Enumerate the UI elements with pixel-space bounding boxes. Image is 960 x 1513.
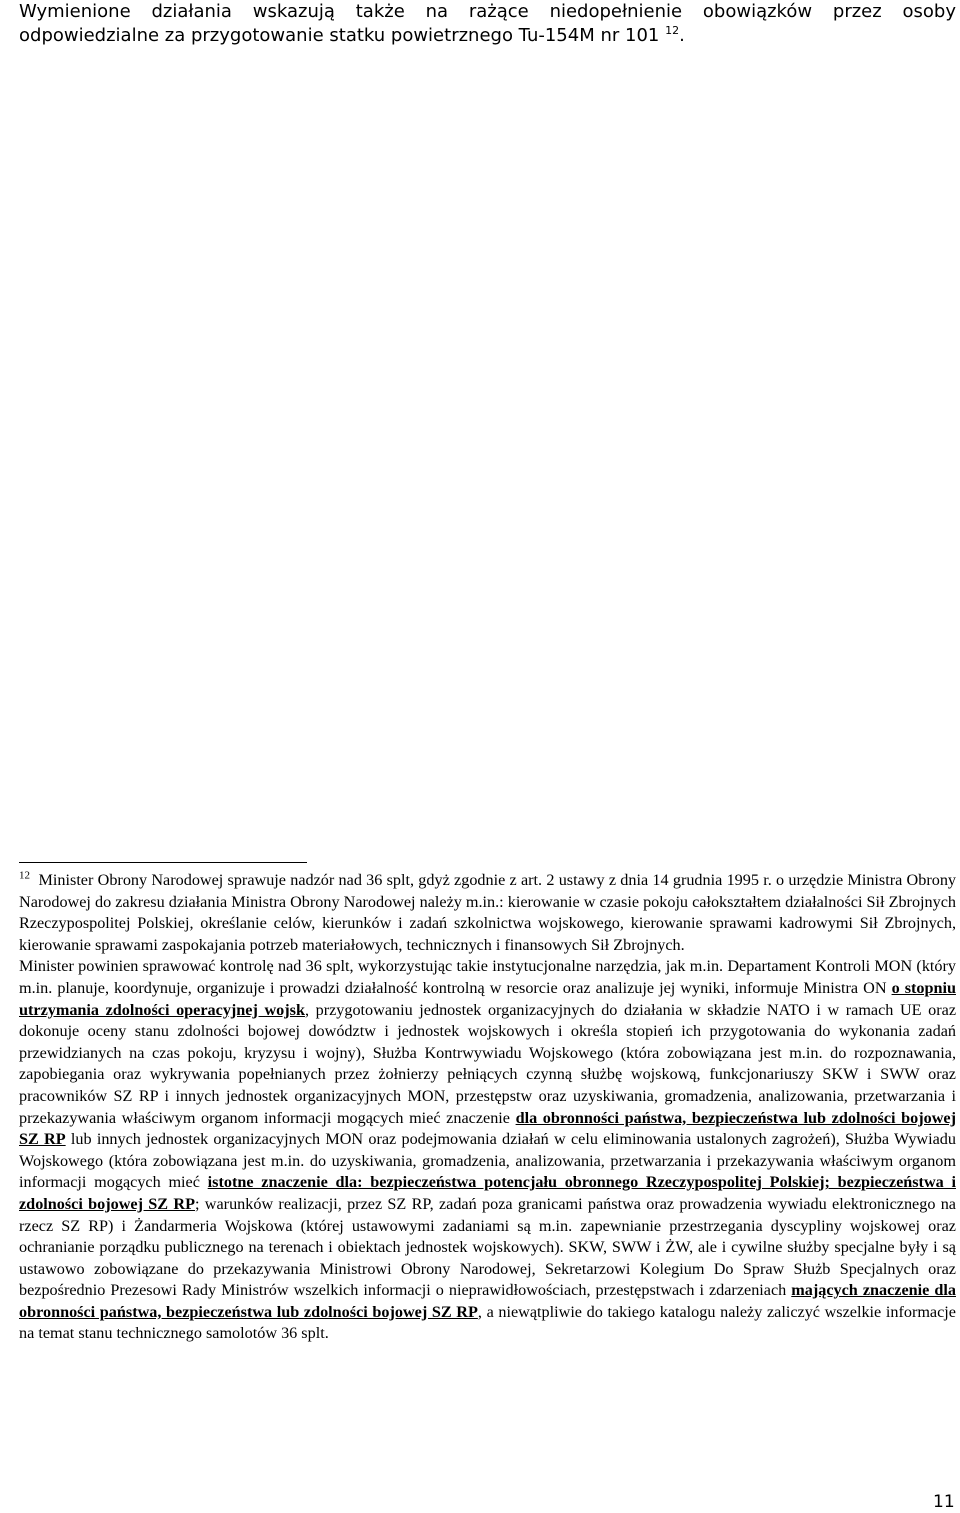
footnote-text-2d: ; warunków realizacji, przez SZ RP, zadań poza granicami państwa oraz prowadzenia wywiadu elektronicznego na rzecz SZ RP) i Żandarmeria Wojskowa (której ustawowymi zadaniami są m.in. zapewnianie przestrzegania dyscypliny wojskowej oraz ochranianie porządku publicznego na terenach i obiektach jednostek wojskowych). SKW, SWW i ŻW, ale i cywilne służby specjalne były i są ustawowo zobowiązane do przekazywania Ministrowi Obrony Narodowej, Sekretarzowi Kolegium Do Spraw Służb Specjalnych oraz bezpośrednio Prezesowi Rady Ministrów wszelkich informacji o nieprawidłowościach, przestępstwach i zdarzeniach (19, 1194, 956, 1300)
underlined-phrase-1: o stopniu utrzymania zdolności operacyjnej wojsk (19, 978, 956, 1019)
footnote-reference[interactable]: 12 (665, 24, 680, 37)
intro-text: Wymienione działania wskazują także na rażące niedopełnienie obowiązków przez osoby odpowiedzialne za przygotowanie statku powietrznego Tu-154M nr 101 (19, 1, 956, 46)
intro-end: . (679, 25, 685, 46)
footnote-text-2a: Minister powinien sprawować kontrolę nad 36 splt, wykorzystując takie instytucjonalne narzędzia, jak m.in. Departament Kontroli MON (który m.in. planuje, koordynuje, organizuje i prowadzi działalność kontrolną w resorcie oraz analizuje jej wyniki, informuje Ministra ON (19, 957, 956, 997)
footnote-text-1: Minister Obrony Narodowej sprawuje nadzór nad 36 splt, gdyż zgodnie z art. 2 ustawy z dnia 14 grudnia 1995 r. o urzędzie Ministra Obrony Narodowej do zakresu działania Ministra Obrony Narodowej należy m.in.: kierowanie w czasie pokoju całokształtem działalności Sił Zbrojnych Rzeczypospolitej Polskiej, określanie celów, kierunków i zadań szkolnictwa wojskowego, kierowanie sprawami kadrowymi Sił Zbrojnych, kierowanie sprawami zaspokajania potrzeb materiałowych, technicznych i finansowych Sił Zbrojnych. (19, 871, 957, 954)
footnote-text-2e: , a niewątpliwie do takiego katalogu należy zaliczyć wszelkie informacje na temat stanu technicznego samolotów 36 splt. (19, 1302, 956, 1343)
footnote-separator (19, 862, 307, 863)
underlined-phrase-3: istotne znaczenie dla: bezpieczeństwa potencjału obronnego Rzeczypospolitej Polskiej; bezpieczeństwa i zdolności bojowej SZ RP (19, 1173, 956, 1213)
footnote (19, 870, 956, 1345)
footnote-paragraph-1 (19, 870, 956, 956)
intro-paragraph (19, 0, 956, 48)
footnote-text-2c: lub innych jednostek organizacyjnych MON oraz podejmowania działań w celu eliminowania ustalonych zagrożeń), Służba Wywiadu Wojskowego (która zobowiązana jest m.in. do uzyskiwania, gromadzenia, analizowania, przetwarzania i przekazywania właściwym organom informacji mogących mieć (19, 1130, 956, 1192)
footnote-text-2b: , przygotowaniu jednostek organizacyjnych do działania w składzie NATO i w ramach UE oraz dokonuje oceny stanu zdolności bojowej dowództw i jednostek wojskowych i określa stopień ich przygotowania do wykonania zadań przewidzianych na czas pokoju, kryzysu i wojny), Służba Kontrwywiadu Wojskowego (która zobowiązana jest m.in. do rozpoznawania, zapobiegania oraz wykrywania popełnianych przez żołnierzy pełniących czynną służbę wojskową, funkcjonariuszy SKW i SWW oraz pracowników SZ RP i innych jednostek organizacyjnych MON, przestępstw oraz uzyskiwania, gromadzenia, analizowania, przetwarzania i przekazywania właściwym organom informacji mogących mieć znaczenie (19, 1000, 957, 1127)
underlined-phrase-2: dla obronności państwa, bezpieczeństwa lub zdolności bojowej SZ RP (19, 1108, 957, 1149)
underlined-phrase-4: mających znaczenie dla obronności państwa, bezpieczeństwa lub zdolności bojowej SZ RP (19, 1281, 956, 1321)
page-number: 11 (933, 1492, 955, 1512)
footnote-paragraph-2 (19, 956, 956, 1345)
footnote-number: 12 (19, 869, 30, 882)
